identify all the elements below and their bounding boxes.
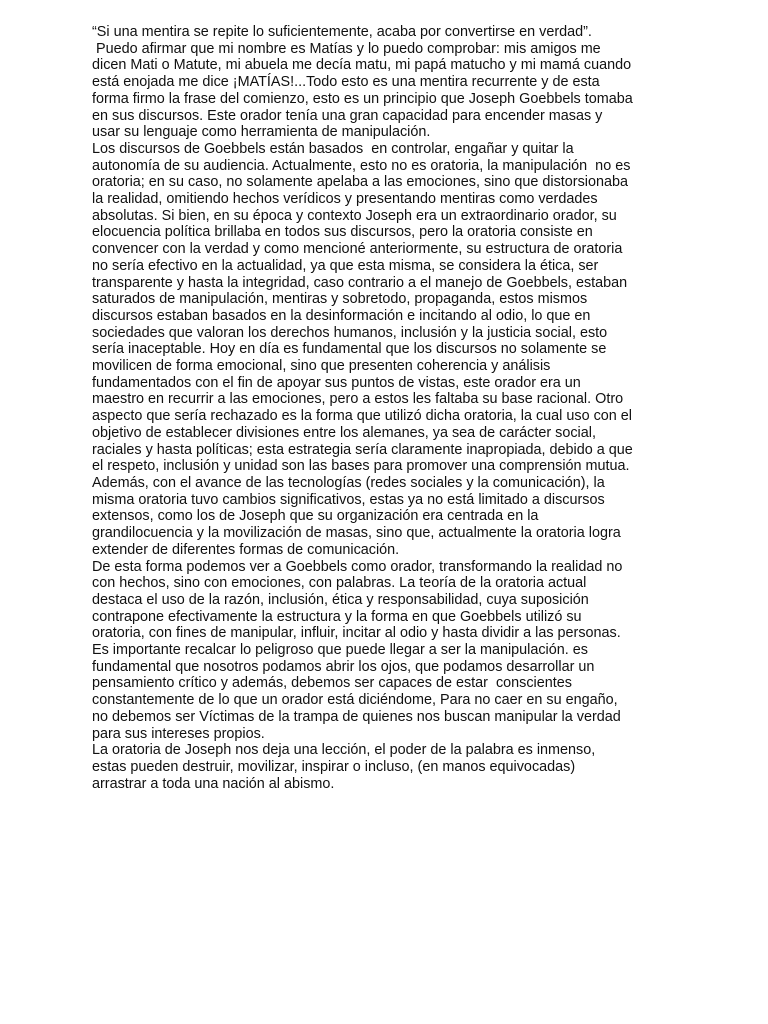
text-line: extensos, como los de Joseph que su organización era centrada en la — [92, 508, 539, 525]
text-line: el respeto, inclusión y unidad son las bases para promover una comprensión mutua. — [92, 458, 630, 475]
text-line: contrapone efectivamente la estructura y la forma en que Goebbels utilizó su — [92, 608, 582, 625]
text-line: raciales y hasta políticas; esta estrategia sería claramente inapropiada, debido a que — [92, 441, 633, 458]
text-line: pensamiento crítico y además, debemos ser capaces de estar conscientes — [92, 675, 572, 692]
text-line: no sería efectivo en la actualidad, ya que esta misma, se considera la ética, ser — [92, 257, 599, 274]
text-line: estas pueden destruir, movilizar, inspirar o incluso, (en manos equivocadas) — [92, 758, 576, 775]
text-line: para sus intereses propios. — [92, 725, 265, 742]
text-line: dicen Mati o Matute, mi abuela me decía matu, mi papá matucho y mi mamá cuando — [92, 57, 632, 74]
text-line: sociedades que valoran los derechos humanos, inclusión y la justicia social, esto — [92, 324, 608, 341]
text-line: oratoria; en su caso, no solamente apelaba a las emociones, sino que distorsionaba — [92, 174, 628, 191]
text-line: autonomía de su audiencia. Actualmente, esto no es oratoria, la manipulación no es — [92, 157, 631, 174]
text-line: De esta forma podemos ver a Goebbels como orador, transformando la realidad no — [92, 558, 623, 575]
text-line: fundamentados con el fin de apoyar sus puntos de vistas, este orador era un — [92, 374, 581, 391]
text-line: arrastrar a toda una nación al abismo. — [92, 775, 335, 792]
text-line: fundamental que nosotros podamos abrir los ojos, que podamos desarrollar un — [92, 658, 595, 675]
text-line: “Si una mentira se repite lo suficientemente, acaba por convertirse en verdad”. — [92, 24, 592, 40]
text-line: extender de diferentes formas de comunicación. — [92, 541, 400, 558]
text-line: Es importante recalcar lo peligroso que puede llegar a ser la manipulación. es — [92, 642, 588, 659]
text-line: convencer con la verdad y como mencioné anteriormente, su estructura de oratoria — [92, 241, 623, 258]
text-line: movilicen de forma emocional, sino que presenten coherencia y análisis — [92, 358, 551, 375]
text-line: en sus discursos. Este orador tenía una gran capacidad para encender masas y — [92, 107, 603, 124]
text-line: oratoria, con fines de manipular, influir, incitar al odio y hasta dividir a las personas. — [92, 625, 621, 642]
text-line: está enojada me dice ¡MATÍAS!...Todo esto es una mentira recurrente y de esta — [92, 74, 600, 91]
text-line: aspecto que sería rechazado es la forma que utilizó dicha oratoria, la cual uso con el — [92, 408, 632, 425]
text-line: usar su lenguaje como herramienta de manipulación. — [92, 124, 431, 141]
text-line: objetivo de establecer divisiones entre los alemanes, ya sea de carácter social, — [92, 424, 596, 441]
text-line: discursos estaban basados en la desinformación e incitando al odio, lo que en — [92, 307, 591, 324]
text-line: absolutas. Si bien, en su época y contexto Joseph era un extraordinario orador, su — [92, 207, 617, 224]
text-line: Además, con el avance de las tecnologías (redes sociales y la comunicación), la — [92, 474, 605, 491]
text-line: misma oratoria tuvo cambios significativos, estas ya no está limitado a discursos — [92, 491, 605, 508]
text-line: saturados de manipulación, mentiras y sobretodo, propaganda, estos mismos — [92, 291, 588, 308]
text-line: la realidad, omitiendo hechos verídicos y presentando mentiras como verdades — [92, 191, 598, 208]
text-line: transparente y hasta la integridad, caso contrario a el manejo de Goebbels, estaban — [92, 274, 628, 291]
text-line: grandilocuencia y la movilización de masas, sino que, actualmente la oratoria logra — [92, 525, 621, 542]
text-line: elocuencia política brillaba en todos sus discursos, pero la oratoria consiste en — [92, 224, 593, 241]
text-line: forma firmo la frase del comienzo, esto es un principio que Joseph Goebbels tomaba — [92, 90, 633, 107]
text-line: constantemente de lo que un orador está diciéndome, Para no caer en su engaño, — [92, 692, 618, 709]
essay-body — [92, 24, 692, 792]
text-line: no debemos ser Víctimas de la trampa de quienes nos buscan manipular la verdad — [92, 708, 621, 725]
text-line: sería inaceptable. Hoy en día es fundamental que los discursos no solamente se — [92, 341, 607, 358]
text-line: La oratoria de Joseph nos deja una lección, el poder de la palabra es inmenso, — [92, 742, 596, 759]
text-line: Los discursos de Goebbels están basados en controlar, engañar y quitar la — [92, 140, 574, 157]
text-line: Puedo afirmar que mi nombre es Matías y lo puedo comprobar: mis amigos me — [92, 40, 601, 57]
text-line: con hechos, sino con emociones, con palabras. La teoría de la oratoria actual — [92, 575, 587, 592]
text-line: maestro en recurrir a las emociones, pero a estos les faltaba su base racional. Otro — [92, 391, 624, 408]
text-line: destaca el uso de la razón, inclusión, ética y responsabilidad, cuya suposición — [92, 591, 589, 608]
